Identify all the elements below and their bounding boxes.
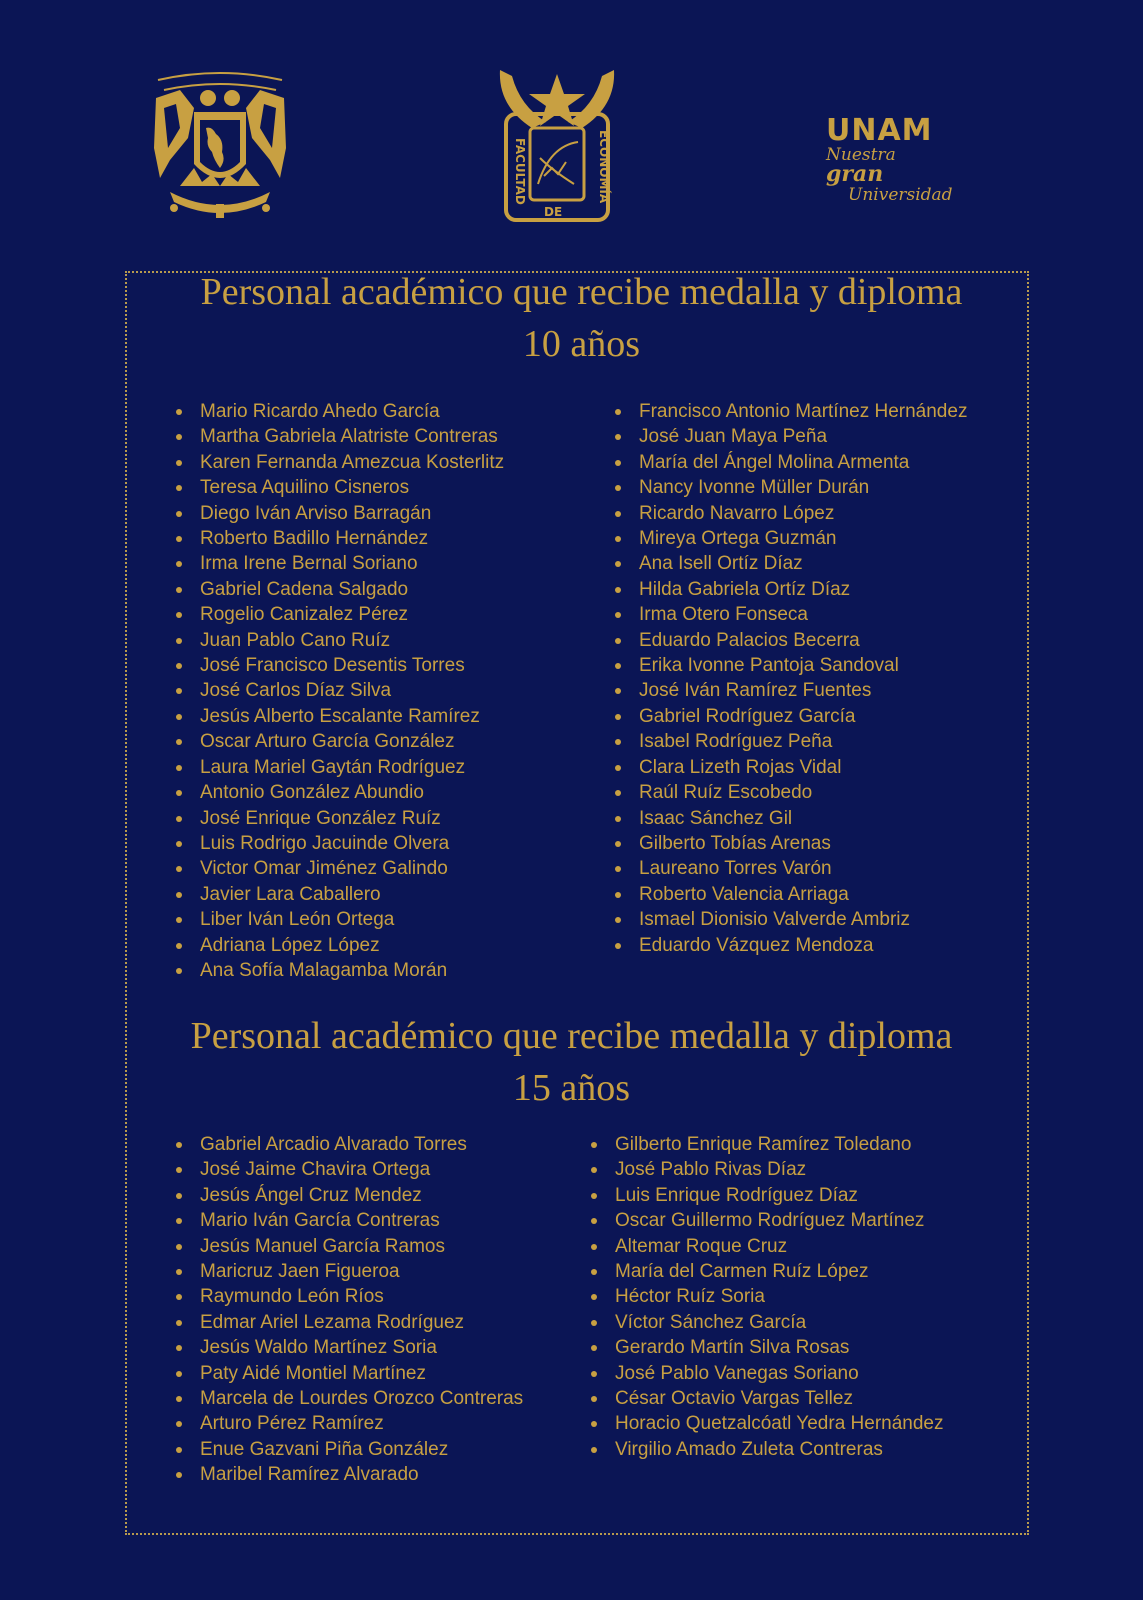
section-10-right-list <box>613 399 967 958</box>
list-item: Gilberto Tobías Arenas <box>613 831 967 856</box>
list-item: Rogelio Canizalez Pérez <box>174 602 504 627</box>
list-item: Gabriel Cadena Salgado <box>174 577 504 602</box>
list-item: Paty Aidé Montiel Martínez <box>174 1361 523 1386</box>
section-10-heading <box>10 266 1143 370</box>
svg-text:ECONOMÍA: ECONOMÍA <box>597 130 611 204</box>
list-item: Mario Ricardo Ahedo García <box>174 399 504 424</box>
section-10-subtitle: 10 años <box>522 323 641 365</box>
list-item: Isaac Sánchez Gil <box>613 806 967 831</box>
list-item: Víctor Sánchez García <box>589 1310 943 1335</box>
unam-wordmark: UNAM <box>826 113 933 148</box>
svg-text:DE: DE <box>544 205 563 219</box>
list-item: Altemar Roque Cruz <box>589 1234 943 1259</box>
list-item: José Pablo Rivas Díaz <box>589 1157 943 1182</box>
list-item: Gabriel Arcadio Alvarado Torres <box>174 1132 523 1157</box>
list-item: Martha Gabriela Alatriste Contreras <box>174 424 504 449</box>
section-15-title: Personal académico que recibe medalla y diploma <box>190 1015 953 1057</box>
list-item: José Juan Maya Peña <box>613 424 967 449</box>
list-item: Luis Enrique Rodríguez Díaz <box>589 1183 943 1208</box>
section-15-right-list <box>589 1132 943 1462</box>
list-item: Mario Iván García Contreras <box>174 1208 523 1233</box>
list-item: José Enrique González Ruíz <box>174 806 504 831</box>
tagline-gran: gran <box>826 161 884 187</box>
list-item: Hilda Gabriela Ortíz Díaz <box>613 577 967 602</box>
unam-shield-icon <box>150 68 290 223</box>
list-item: Gabriel Rodríguez García <box>613 704 967 729</box>
list-item: Oscar Arturo García González <box>174 729 504 754</box>
list-item: Marcela de Lourdes Orozco Contreras <box>174 1386 523 1411</box>
list-item: Maricruz Jaen Figueroa <box>174 1259 523 1284</box>
list-item: José Pablo Vanegas Soriano <box>589 1361 943 1386</box>
list-item: Ismael Dionisio Valverde Ambriz <box>613 907 967 932</box>
list-item: Javier Lara Caballero <box>174 882 504 907</box>
unam-tagline <box>826 146 956 205</box>
list-item: Juan Pablo Cano Ruíz <box>174 628 504 653</box>
list-item: Liber Iván León Ortega <box>174 907 504 932</box>
list-item: Laureano Torres Varón <box>613 856 967 881</box>
unam-shield-logo <box>150 68 290 223</box>
list-item: Jesús Alberto Escalante Ramírez <box>174 704 504 729</box>
list-item: Jesús Ángel Cruz Mendez <box>174 1183 523 1208</box>
list-item: Roberto Valencia Arriaga <box>613 882 967 907</box>
list-item: José Francisco Desentis Torres <box>174 653 504 678</box>
list-item: Mireya Ortega Guzmán <box>613 526 967 551</box>
list-item: Victor Omar Jiménez Galindo <box>174 856 504 881</box>
section-10-title: Personal académico que recibe medalla y diploma <box>200 271 963 313</box>
logo-row <box>0 60 1143 230</box>
list-item: José Iván Ramírez Fuentes <box>613 678 967 703</box>
facultad-economia-icon <box>492 66 622 226</box>
list-item: María del Ángel Molina Armenta <box>613 450 967 475</box>
list-item: Jesús Manuel García Ramos <box>174 1234 523 1259</box>
list-item: Adriana López López <box>174 933 504 958</box>
list-item: Virgilio Amado Zuleta Contreras <box>589 1437 943 1462</box>
facultad-economia-logo <box>492 66 622 226</box>
section-15-heading <box>0 1010 1143 1114</box>
list-item: Irma Irene Bernal Soriano <box>174 551 504 576</box>
list-item: Francisco Antonio Martínez Hernández <box>613 399 967 424</box>
list-item: Arturo Pérez Ramírez <box>174 1411 523 1436</box>
list-item: Erika Ivonne Pantoja Sandoval <box>613 653 967 678</box>
list-item: Clara Lizeth Rojas Vidal <box>613 755 967 780</box>
list-item: José Carlos Díaz Silva <box>174 678 504 703</box>
svg-text:FACULTAD: FACULTAD <box>513 138 527 205</box>
list-item: Luis Rodrigo Jacuinde Olvera <box>174 831 504 856</box>
list-item: Roberto Badillo Hernández <box>174 526 504 551</box>
list-item: Raymundo León Ríos <box>174 1284 523 1309</box>
list-item: Diego Iván Arviso Barragán <box>174 501 504 526</box>
list-item: Jesús Waldo Martínez Soria <box>174 1335 523 1360</box>
tagline-universidad: Universidad <box>848 185 953 205</box>
list-item: Eduardo Palacios Becerra <box>613 628 967 653</box>
list-item: Edmar Ariel Lezama Rodríguez <box>174 1310 523 1335</box>
unam-brand-logo <box>826 113 956 205</box>
list-item: Enue Gazvani Piña González <box>174 1437 523 1462</box>
list-item: Antonio González Abundio <box>174 780 504 805</box>
list-item: Horacio Quetzalcóatl Yedra Hernández <box>589 1411 943 1436</box>
list-item: Ana Isell Ortíz Díaz <box>613 551 967 576</box>
list-item: Maribel Ramírez Alvarado <box>174 1462 523 1487</box>
tagline-nuestra: Nuestra <box>826 145 896 165</box>
list-item: Isabel Rodríguez Peña <box>613 729 967 754</box>
list-item: Ricardo Navarro López <box>613 501 967 526</box>
list-item: Héctor Ruíz Soria <box>589 1284 943 1309</box>
list-item: Gilberto Enrique Ramírez Toledano <box>589 1132 943 1157</box>
section-15-left-list <box>174 1132 523 1488</box>
list-item: María del Carmen Ruíz López <box>589 1259 943 1284</box>
list-item: Eduardo Vázquez Mendoza <box>613 933 967 958</box>
list-item: Oscar Guillermo Rodríguez Martínez <box>589 1208 943 1233</box>
list-item: Nancy Ivonne Müller Durán <box>613 475 967 500</box>
list-item: Raúl Ruíz Escobedo <box>613 780 967 805</box>
list-item: Karen Fernanda Amezcua Kosterlitz <box>174 450 504 475</box>
section-15-subtitle: 15 años <box>512 1067 631 1109</box>
list-item: César Octavio Vargas Tellez <box>589 1386 943 1411</box>
list-item: Gerardo Martín Silva Rosas <box>589 1335 943 1360</box>
list-item: José Jaime Chavira Ortega <box>174 1157 523 1182</box>
section-10-left-list <box>174 399 504 983</box>
list-item: Laura Mariel Gaytán Rodríguez <box>174 755 504 780</box>
list-item: Ana Sofía Malagamba Morán <box>174 958 504 983</box>
list-item: Irma Otero Fonseca <box>613 602 967 627</box>
list-item: Teresa Aquilino Cisneros <box>174 475 504 500</box>
